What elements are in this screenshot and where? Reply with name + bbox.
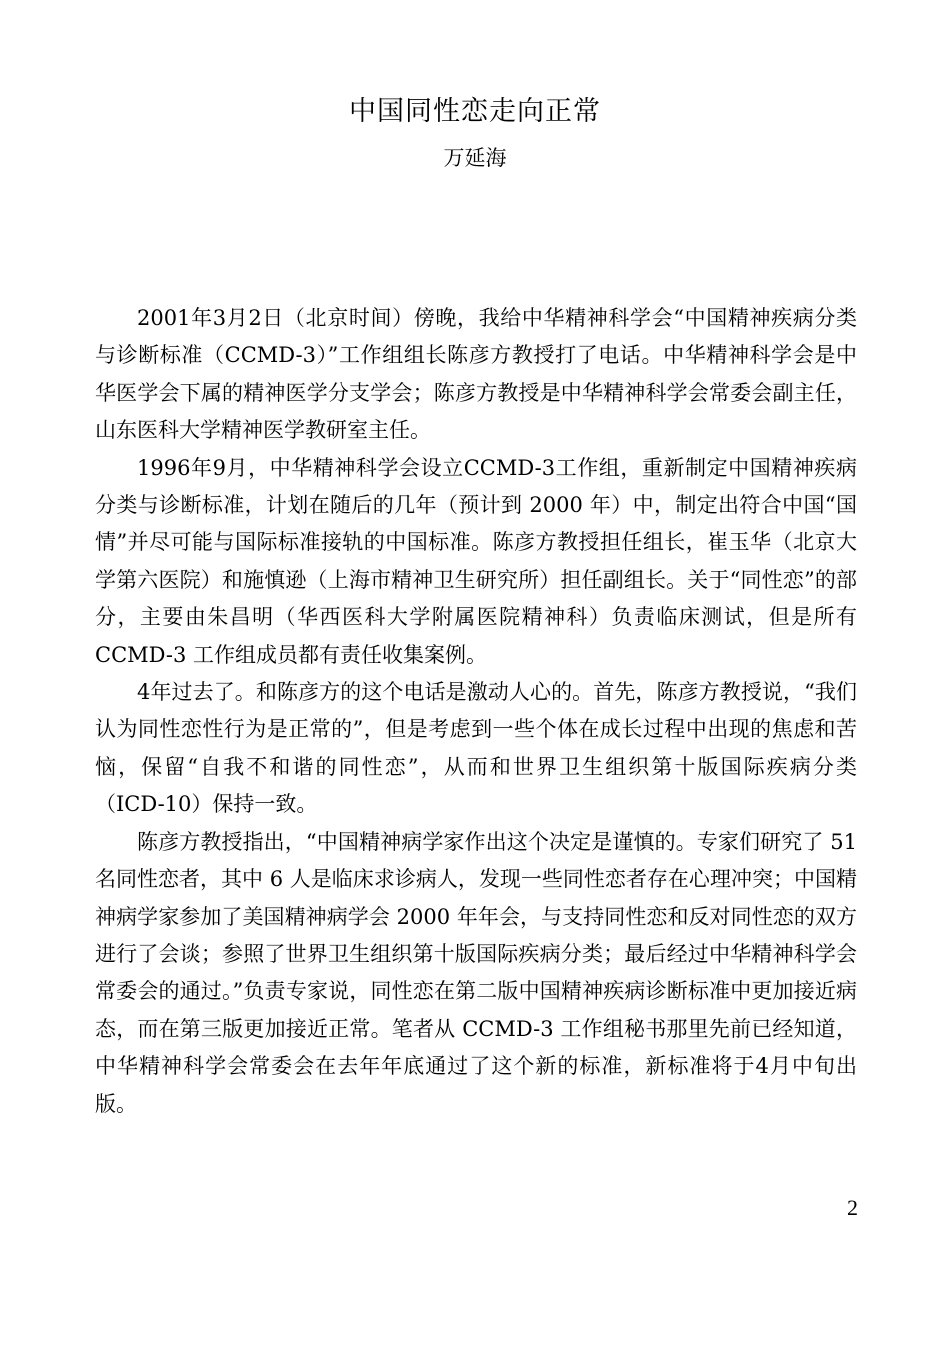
article-author: 万延海 — [443, 146, 507, 170]
paragraph-3: 4年过去了。和陈彦方的这个电话是激动人心的。首先，陈彦方教授说，“我们认为同性恋性行为是正常的”，但是考虑到一些个体在成长过程中出现的焦虑和苦恼，保留“自我不和谐的同性恋”，从而和世界卫生组织第十版国际疾病分类（ICD-10）保持一致。 — [95, 680, 857, 817]
paragraph-2: 1996年9月，中华精神科学会设立CCMD-3工作组，重新制定中国精神疾病分类与诊断标准，计划在随后的几年（预计到 2000 年）中，制定出符合中国“国情”并尽可能与国际标准接轨的中国标准。陈彦方教授担任组长，崔玉华（北京大学第六医院）和施慎逊（上海市精神卫生研究所）担任副组长。关于“同性恋”的部分，主要由朱昌明（华西医科大学附属医院精神科）负责临床测试，但是所有 CCMD-3 工作组成员都有责任收集案例。 — [95, 455, 857, 667]
article-title: 中国同性恋走向正常 — [349, 96, 601, 127]
article-body — [95, 300, 857, 1123]
page-number: 2 — [847, 1195, 858, 1220]
paragraph-4: 陈彦方教授指出，“中国精神病学家作出这个决定是谨慎的。专家们研究了 51 名同性恋者，其中 6 人是临床求诊病人，发现一些同性恋者存在心理冲突；中国精神病学家参加了美国精神病学会 2000 年年会，与支持同性恋和反对同性恋的双方进行了会谈；参照了世界卫生组织第十版国际疾病分类；最后经过中华精神科学会常委会的通过。”负责专家说，同性恋在第二版中国精神疾病诊断标准中更加接近病态，而在第三版更加接近正常。笔者从 CCMD-3 工作组秘书那里先前已经知道，中华精神科学会常委会在去年年底通过了这个新的标准，新标准将于4月中旬出版。 — [95, 829, 857, 1116]
paragraph-1: 2001年3月2日（北京时间）傍晚，我给中华精神科学会“中国精神疾病分类与诊断标准（CCMD-3）”工作组组长陈彦方教授打了电话。中华精神科学会是中华医学会下属的精神医学分支学会；陈彦方教授是中华精神科学会常委会副主任，山东医科大学精神医学教研室主任。 — [95, 306, 857, 443]
